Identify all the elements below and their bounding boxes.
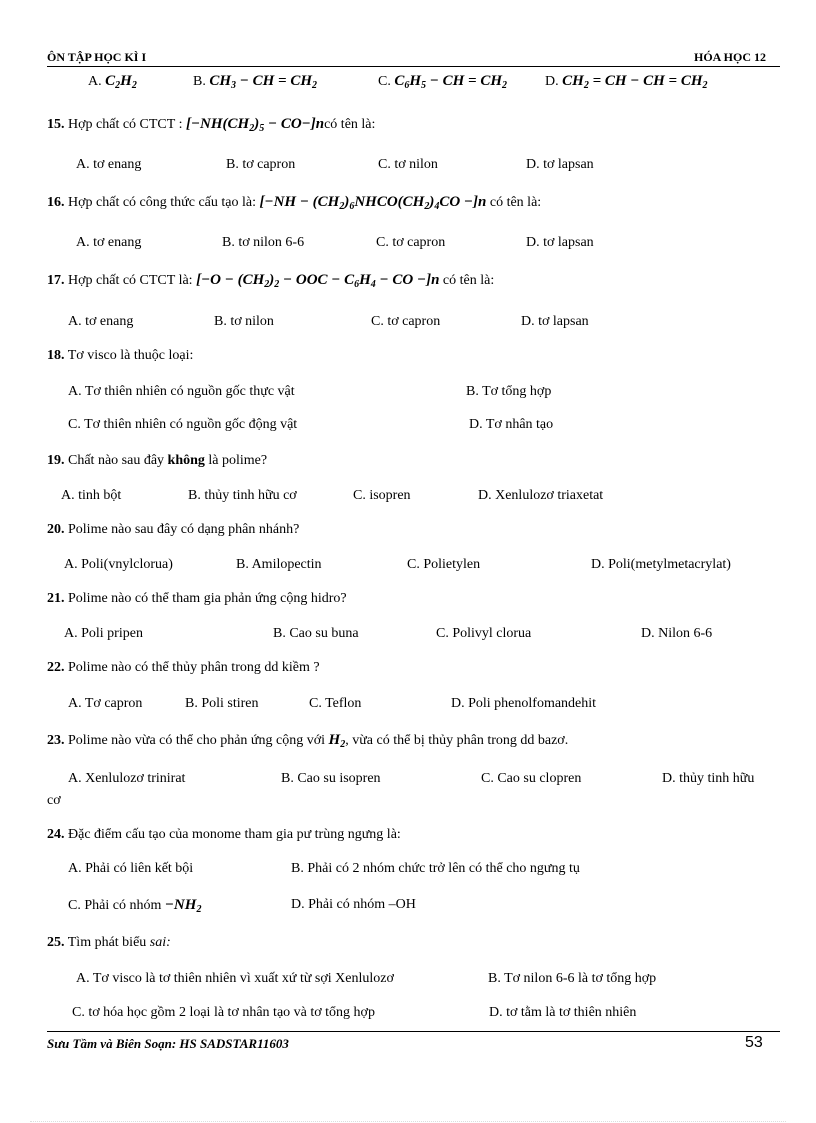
q17-option-d: D. tơ lapsan xyxy=(521,314,589,329)
header-right: HÓA HỌC 12 xyxy=(693,50,766,64)
q16-question: 16. Hợp chất có công thức cấu tạo là: $[-NH - (CH_2)_6NHCO(CH_2)_4CO -]n$ có tên là: xyxy=(47,194,542,212)
q22-option-c: C. Teflon xyxy=(309,696,362,711)
footer-credit: Sưu Tầm và Biên Soạn: HS SADSTAR11603 xyxy=(47,1036,289,1051)
q14-option-b: B. $CH_3$ − CH = $CH_2$ xyxy=(193,73,318,91)
q17-option-a: A. tơ enang xyxy=(68,314,134,329)
q18-option-d: D. Tơ nhân tạo xyxy=(469,417,554,432)
q21-option-a: A. Poli pripen xyxy=(64,626,143,641)
q22-option-a: A. Tơ capron xyxy=(68,696,143,711)
q23-option-d: D. thủy tinh hữu xyxy=(662,771,755,786)
q15-option-c: C. tơ nilon xyxy=(378,157,438,172)
q24-option-d: D. Phải có nhóm –OH xyxy=(291,897,416,912)
q24-option-a: A. Phải có liên kết bội xyxy=(68,861,194,876)
q15-option-a: A. tơ enang xyxy=(76,157,142,172)
q21-option-c: C. Polivyl clorua xyxy=(436,626,532,641)
q25-question: 25. Tìm phát biểu sai: xyxy=(47,935,171,950)
q23-option-c: C. Cao su clopren xyxy=(481,771,582,786)
q18-option-a: A. Tơ thiên nhiên có nguồn gốc thực vật xyxy=(68,384,295,399)
q19-option-d: D. Xenlulozơ triaxetat xyxy=(478,488,604,503)
q18-question: 18. Tơ visco là thuộc loại: xyxy=(47,348,194,363)
page-bottom-edge xyxy=(30,1121,786,1122)
q16-option-c: C. tơ capron xyxy=(376,235,446,250)
q21-option-d: D. Nilon 6-6 xyxy=(641,626,713,641)
q22-option-d: D. Poli phenolfomandehit xyxy=(451,696,597,711)
q22-option-b: B. Poli stiren xyxy=(185,696,259,711)
footer-divider xyxy=(47,1031,780,1032)
q23-question: 23. Polime nào vừa có thể cho phản ứng cộng với $H_2$, vừa có thể bị thủy phân trong dd bazơ. xyxy=(47,732,569,750)
q25-option-b: B. Tơ nilon 6-6 là tơ tổng hợp xyxy=(488,971,657,986)
q20-option-a: A. Poli(vnylclorua) xyxy=(64,557,173,572)
q16-option-a: A. tơ enang xyxy=(76,235,142,250)
q18-option-b: B. Tơ tổng hợp xyxy=(466,384,552,399)
q19-option-b: B. thủy tinh hữu cơ xyxy=(188,488,297,503)
header-left: ÔN TẬP HỌC KÌ I xyxy=(47,50,147,64)
q23-option-a: A. Xenlulozơ trinirat xyxy=(68,771,186,786)
q25-option-d: D. tơ tằm là tơ thiên nhiên xyxy=(489,1005,637,1020)
q24-option-c: C. Phải có nhóm $-NH_2$ xyxy=(68,897,202,915)
q19-option-c: C. isopren xyxy=(353,488,411,503)
q19-question: 19. Chất nào sau đây không là polime? xyxy=(47,453,268,468)
q25-option-a: A. Tơ visco là tơ thiên nhiên vì xuất xứ từ sợi Xenlulozơ xyxy=(76,971,394,986)
q16-option-d: D. tơ lapsan xyxy=(526,235,594,250)
q17-option-c: C. tơ capron xyxy=(371,314,441,329)
q19-option-a: A. tinh bột xyxy=(61,488,122,503)
q14-option-c: C. $C_6H_5$ − CH = $CH_2$ xyxy=(378,73,508,91)
q21-option-b: B. Cao su buna xyxy=(273,626,359,641)
q23-option-d-cont: cơ xyxy=(47,793,61,808)
q24-option-b: B. Phải có 2 nhóm chức trở lên có thể cho ngưng tụ xyxy=(291,861,580,876)
q17-option-b: B. tơ nilon xyxy=(214,314,274,329)
q24-question: 24. Đặc điểm cấu tạo của monome tham gia pư trùng ngưng là: xyxy=(47,827,401,842)
q15-option-b: B. tơ capron xyxy=(226,157,296,172)
q17-question: 17. Hợp chất có CTCT là: [$-O - (CH_2)_2$ − OOC − $C_6H_4$ − CO −]n có tên là: xyxy=(47,272,495,290)
q14-option-d: D. $CH_2$ = CH − CH = $CH_2$ xyxy=(545,73,708,91)
q14-option-a: A. $C_2H_2$ xyxy=(88,73,137,91)
page-number: 53 xyxy=(745,1034,763,1051)
q18-option-c: C. Tơ thiên nhiên có nguồn gốc động vật xyxy=(68,417,298,432)
q20-question: 20. Polime nào sau đây có dạng phân nhánh? xyxy=(47,522,300,537)
page-header xyxy=(47,50,780,67)
q15-question: 15. Hợp chất có CTCT : [$-NH(CH_2)_5$ − CO−]ncó tên là: xyxy=(47,116,376,134)
q20-option-b: B. Amilopectin xyxy=(236,557,322,572)
q23-option-b: B. Cao su isopren xyxy=(281,771,381,786)
q20-option-c: C. Polietylen xyxy=(407,557,481,572)
q21-question: 21. Polime nào có thể tham gia phản ứng cộng hidro? xyxy=(47,591,347,606)
q20-option-d: D. Poli(metylmetacrylat) xyxy=(591,557,731,572)
q15-option-d: D. tơ lapsan xyxy=(526,157,594,172)
q22-question: 22. Polime nào có thể thủy phân trong dd kiềm ? xyxy=(47,660,320,675)
q16-option-b: B. tơ nilon 6-6 xyxy=(222,235,305,250)
q25-option-c: C. tơ hóa học gồm 2 loại là tơ nhân tạo và tơ tổng hợp xyxy=(72,1005,375,1020)
